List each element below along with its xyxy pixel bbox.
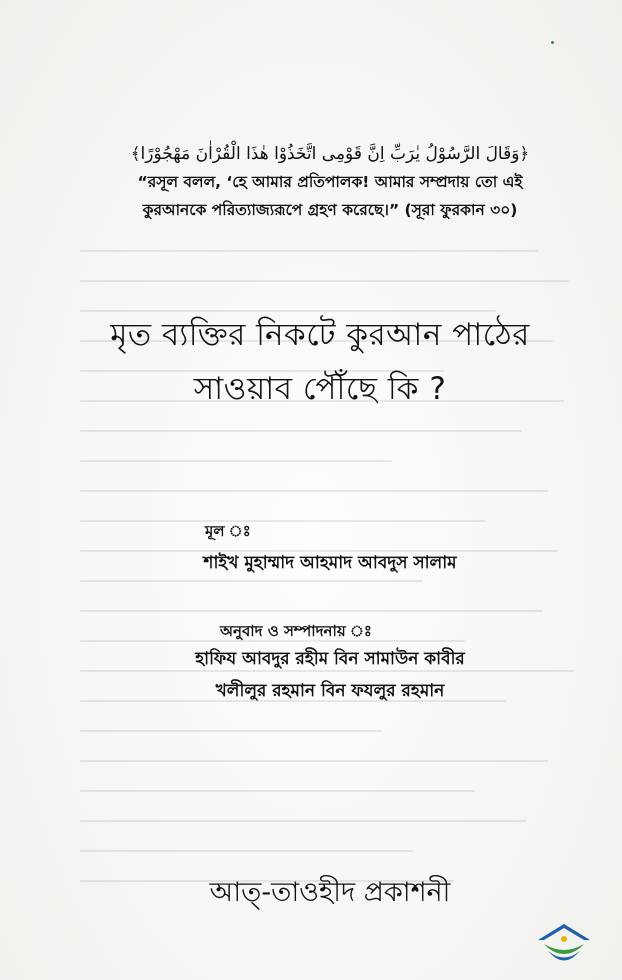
- original-author-label: মূল ঃ: [205, 522, 251, 540]
- bangla-translation-line-2: কুরআনকে পরিত্যাজ্যরূপে গ্রহণ করেছে।” (সূরা ফুরকান ৩০): [142, 201, 518, 219]
- bangla-translation-line-1: “রসূল বলল, ‘হে আমার প্রতিপালক! আমার সম্প্রদায় তো এই: [137, 173, 523, 191]
- translation-label: অনুবাদ ও সম্পাদনায় ঃ: [220, 622, 372, 640]
- quran-quote-block: [100, 140, 560, 224]
- translator-name-2: খলীলুর রহমান বিন ফযলুর রহমান: [215, 681, 445, 701]
- publisher-logo-icon: [534, 918, 594, 968]
- author-name: শাইখ মুহাম্মাদ আহমাদ আবদুস সালাম: [203, 553, 457, 573]
- title-line-1: মৃত ব্যক্তির নিকটে কুরআন পাঠের: [110, 317, 530, 353]
- logo-book-shape: [544, 944, 584, 954]
- logo-dot-shape: [561, 936, 567, 942]
- book-title: [60, 308, 580, 416]
- translator-name-1: হাফিয আবদুর রহীম বিন সামাউন কাবীর: [195, 649, 465, 669]
- title-line-2: সাওয়াব পৌঁছে কি ?: [193, 371, 447, 407]
- publisher-name: আত্-তাওহীদ প্রকাশনী: [209, 877, 451, 908]
- speck-mark: [551, 41, 554, 44]
- arabic-verse: ﴿وَقَالَ الرَّسُوْلُ يٰرَبِّ اِنَّ قَوْمِى اتَّخَذُوْا هٰذَا الْقُرْاٰنَ مَهْجُوْرًا﴾: [130, 144, 530, 164]
